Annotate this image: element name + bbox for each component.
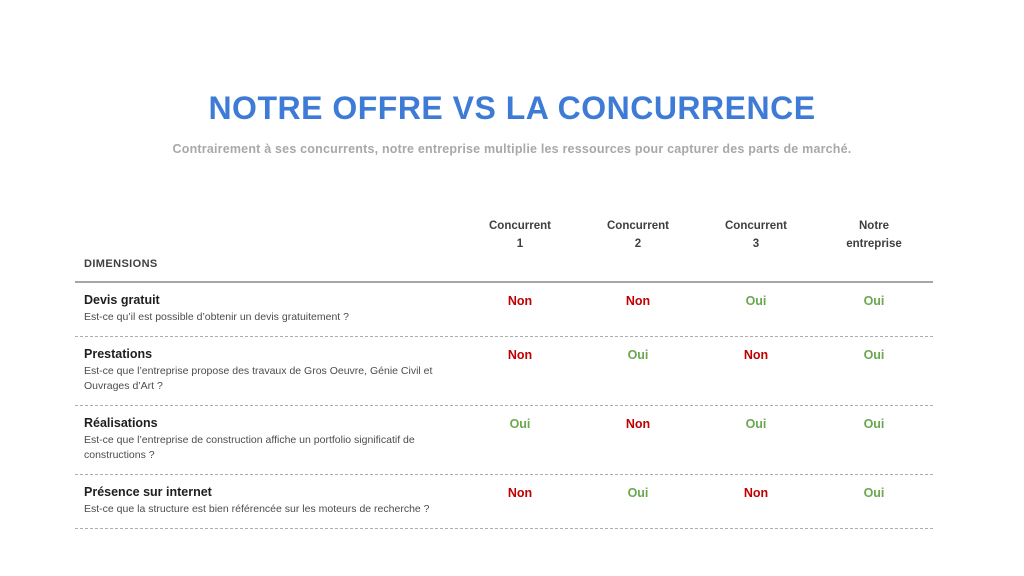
row-name: Prestations [84,347,153,361]
verdict-cell: Non [625,417,651,431]
comparison-table [75,210,933,529]
column-header-line2: 3 [752,238,760,250]
verdict-cell: Oui [627,348,649,362]
table-header-row [75,210,933,283]
dimensions-header: DIMENSIONS [84,258,158,270]
verdict-cell: Oui [863,417,885,431]
row-name: Devis gratuit [84,293,160,307]
column-header-line2: 1 [516,238,524,250]
row-question: Est-ce qu’il est possible d’obtenir un devis gratuitement ? [84,311,349,323]
row-question: Est-ce que l’entreprise de construction affiche un portfolio significatif de constructions ? [84,434,415,461]
slide-subtitle: Contrairement à ses concurrents, notre entreprise multiplie les ressources pour capturer des parts de marché. [172,142,852,156]
page-title: NOTRE OFFRE VS LA CONCURRENCE [208,90,816,126]
verdict-cell: Non [507,294,533,308]
row-label [75,347,461,394]
verdict-cell: Oui [863,294,885,308]
row-label [75,293,461,325]
column-header-concurrent-2 [579,210,697,281]
column-header-notre-entreprise [815,210,933,281]
verdict-cell: Oui [745,417,767,431]
verdict-cell: Oui [509,417,531,431]
verdict-cell: Oui [863,486,885,500]
verdict-cell: Oui [627,486,649,500]
verdict-cell: Non [743,486,769,500]
row-name: Présence sur internet [84,485,212,499]
table-row-realisations [75,406,933,475]
row-question: Est-ce que la structure est bien référencée sur les moteurs de recherche ? [84,503,430,515]
verdict-cell: Oui [863,348,885,362]
table-row-prestations [75,337,933,406]
column-header-line2: 2 [634,238,642,250]
row-label [75,485,461,517]
table-row-presence-sur-internet [75,475,933,529]
column-header-concurrent-1 [461,210,579,281]
verdict-cell: Non [507,348,533,362]
row-name: Réalisations [84,416,158,430]
column-header-line1: Concurrent [725,220,787,232]
column-header-line1: Concurrent [607,220,669,232]
column-header-line1: Concurrent [489,220,551,232]
table-row-devis-gratuit [75,283,933,337]
verdict-cell: Oui [745,294,767,308]
verdict-cell: Non [625,294,651,308]
column-header-line1: Notre [858,220,890,232]
column-header-concurrent-3 [697,210,815,281]
row-label [75,416,461,463]
verdict-cell: Non [507,486,533,500]
verdict-cell: Non [743,348,769,362]
column-header-line2: entreprise [846,238,902,250]
row-question: Est-ce que l’entreprise propose des travaux de Gros Oeuvre, Génie Civil et Ouvrages d’Art ? [84,365,433,392]
